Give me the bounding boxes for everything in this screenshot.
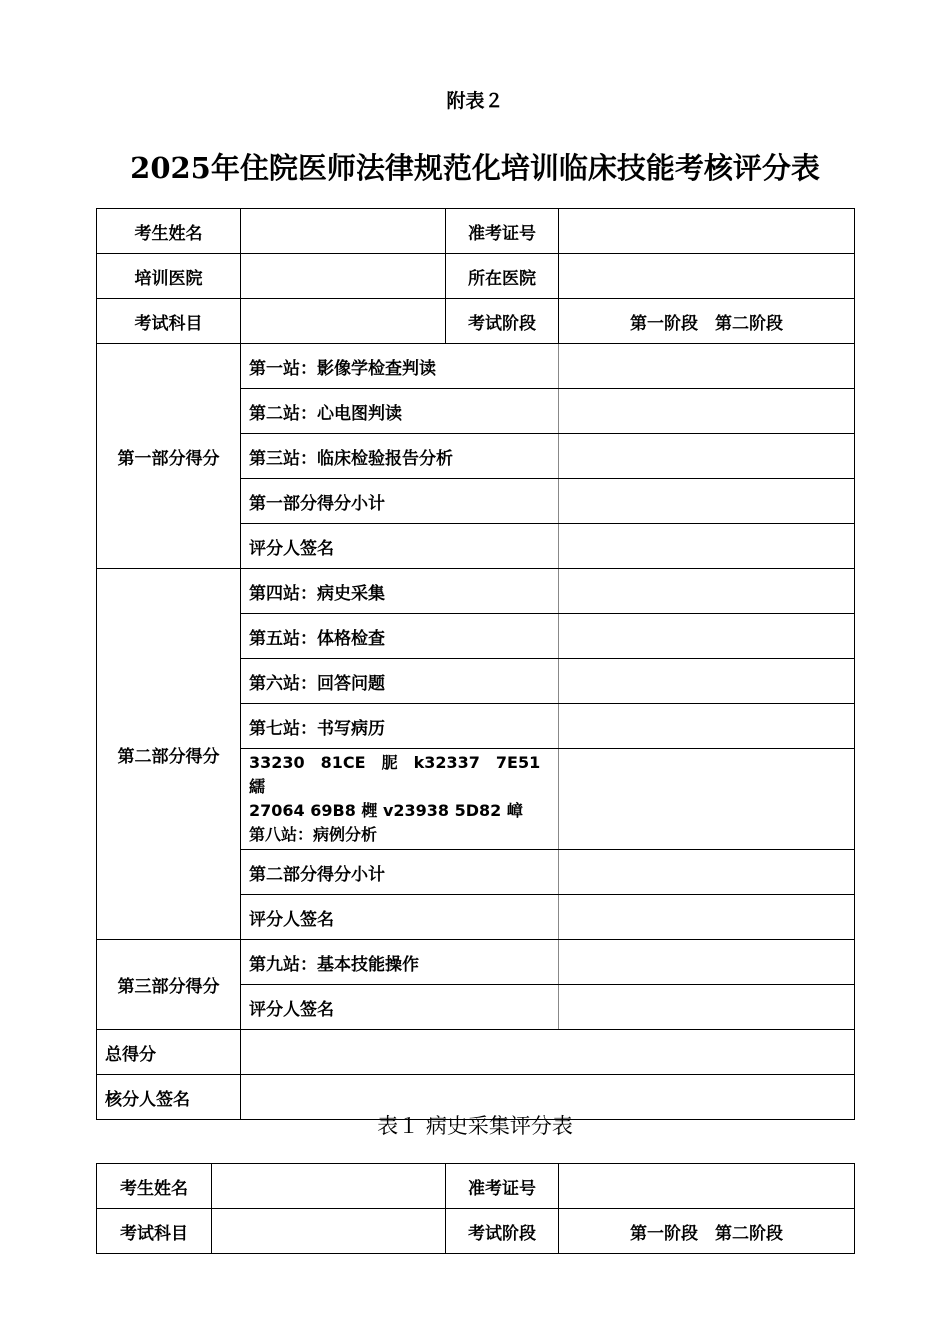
- exam-stage-label: 考试阶段: [446, 299, 559, 344]
- part1-signature-label: 评分人签名: [241, 524, 559, 569]
- total-score-label: 总得分: [97, 1030, 241, 1075]
- table-row: [97, 1209, 855, 1254]
- part1-subtotal-score[interactable]: [559, 479, 855, 524]
- examinee-name-label: 考生姓名: [97, 1164, 212, 1209]
- table-row: [97, 209, 855, 254]
- station-9-label: 第九站：基本技能操作: [241, 940, 559, 985]
- table-row: [97, 344, 855, 389]
- current-hospital-label: 所在医院: [446, 254, 559, 299]
- examinee-name-field[interactable]: [241, 209, 446, 254]
- station-3-score[interactable]: [559, 434, 855, 479]
- table-row: [97, 940, 855, 985]
- part2-signature-field[interactable]: [559, 895, 855, 940]
- exam-subject-field[interactable]: [212, 1209, 446, 1254]
- part1-label: 第一部分得分: [97, 344, 241, 569]
- station-9-score[interactable]: [559, 940, 855, 985]
- exam-stage-options[interactable]: 第一阶段 第二阶段: [559, 299, 855, 344]
- garbled-text-line-2: 27064 69B8 榸 v23938 5D82 嶂: [249, 801, 523, 820]
- station-8-score[interactable]: [559, 749, 855, 850]
- score-table: [96, 208, 855, 1120]
- current-hospital-field[interactable]: [559, 254, 855, 299]
- admission-number-field[interactable]: [559, 209, 855, 254]
- station-3-label: 第三站：临床检验报告分析: [241, 434, 559, 479]
- station-7-label: 第七站：书写病历: [241, 704, 559, 749]
- part2-signature-label: 评分人签名: [241, 895, 559, 940]
- garbled-text-line-1: 33230 81CE 胒 k32337 7E51 繻: [249, 753, 557, 796]
- table-row: [97, 1030, 855, 1075]
- exam-subject-field[interactable]: [241, 299, 446, 344]
- station-4-score[interactable]: [559, 569, 855, 614]
- station-6-score[interactable]: [559, 659, 855, 704]
- table-row: [97, 1164, 855, 1209]
- part2-subtotal-score[interactable]: [559, 850, 855, 895]
- station-2-score[interactable]: [559, 389, 855, 434]
- history-taking-table: [96, 1163, 855, 1254]
- page-title: 2025年住院医师法律规范化培训临床技能考核评分表: [130, 151, 820, 185]
- training-hospital-field[interactable]: [241, 254, 446, 299]
- part2-subtotal-label: 第二部分得分小计: [241, 850, 559, 895]
- table-caption: 表１ 病史采集评分表: [377, 1114, 573, 1138]
- attachment-label: 附表２: [446, 90, 504, 112]
- station-8-title: 第八站：病例分析: [249, 825, 378, 844]
- station-4-label: 第四站：病史采集: [241, 569, 559, 614]
- part3-label: 第三部分得分: [97, 940, 241, 1030]
- table-row: [97, 299, 855, 344]
- part3-signature-field[interactable]: [559, 985, 855, 1030]
- admission-number-label: 准考证号: [446, 209, 559, 254]
- station-1-score[interactable]: [559, 344, 855, 389]
- exam-stage-label: 考试阶段: [446, 1209, 559, 1254]
- exam-subject-label: 考试科目: [97, 299, 241, 344]
- station-5-label: 第五站：体格检查: [241, 614, 559, 659]
- examinee-name-field[interactable]: [212, 1164, 446, 1209]
- examinee-name-label: 考生姓名: [97, 209, 241, 254]
- part2-label: 第二部分得分: [97, 569, 241, 940]
- station-1-label: 第一站：影像学检查判读: [241, 344, 559, 389]
- table-row: [97, 254, 855, 299]
- station-7-score[interactable]: [559, 704, 855, 749]
- station-8-label: [241, 749, 559, 850]
- station-2-label: 第二站：心电图判读: [241, 389, 559, 434]
- checker-signature-label: 核分人签名: [97, 1075, 241, 1120]
- part3-signature-label: 评分人签名: [241, 985, 559, 1030]
- admission-number-field[interactable]: [559, 1164, 855, 1209]
- station-6-label: 第六站：回答问题: [241, 659, 559, 704]
- exam-stage-options[interactable]: 第一阶段 第二阶段: [559, 1209, 855, 1254]
- station-5-score[interactable]: [559, 614, 855, 659]
- part1-subtotal-label: 第一部分得分小计: [241, 479, 559, 524]
- training-hospital-label: 培训医院: [97, 254, 241, 299]
- admission-number-label: 准考证号: [446, 1164, 559, 1209]
- table-row: [97, 569, 855, 614]
- part1-signature-field[interactable]: [559, 524, 855, 569]
- exam-subject-label: 考试科目: [97, 1209, 212, 1254]
- total-score-field[interactable]: [241, 1030, 855, 1075]
